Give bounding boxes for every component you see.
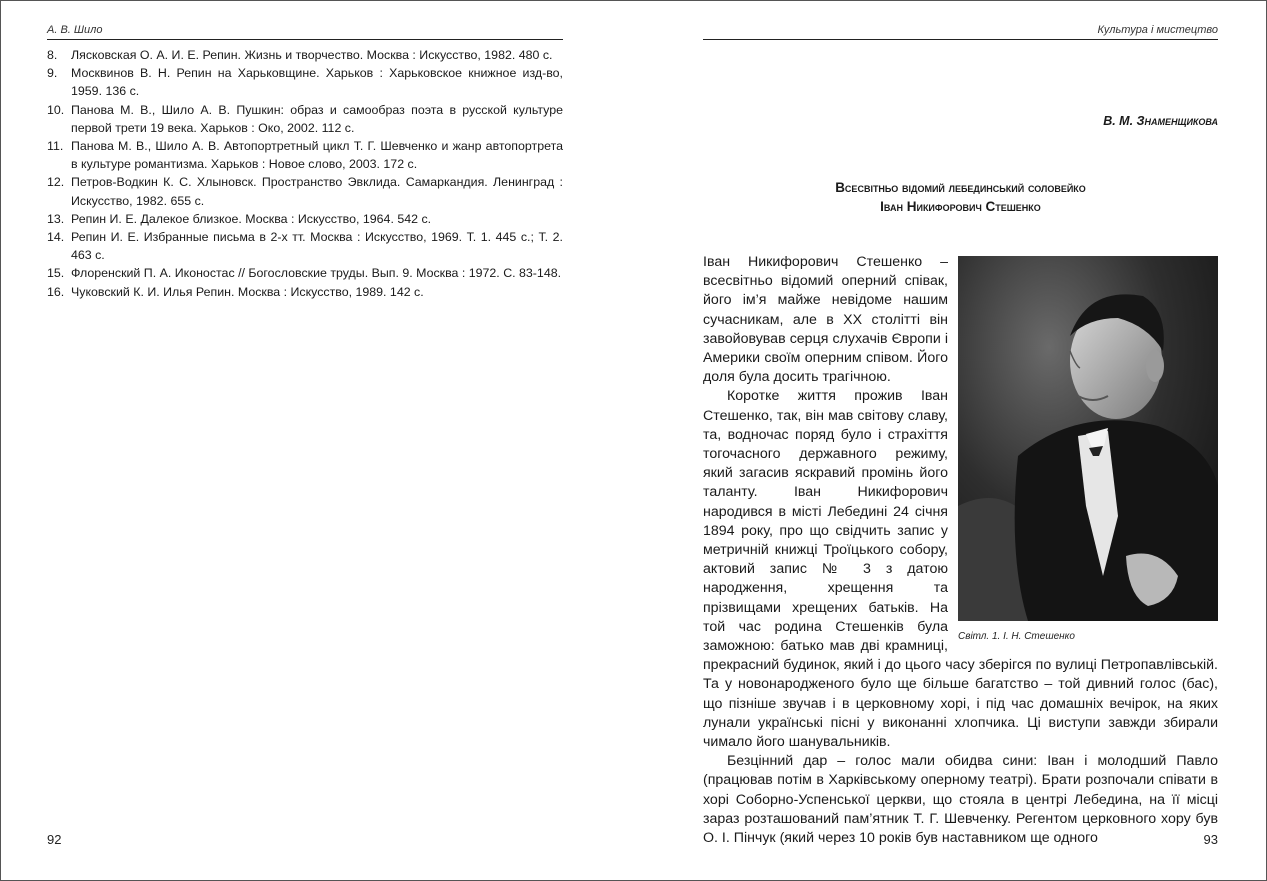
- reference-text: Лясковская О. А. И. Е. Репин. Жизнь и творчество. Москва : Искусство, 1982. 480 с.: [71, 48, 553, 62]
- reference-item: [47, 101, 563, 137]
- reference-number: 15.: [47, 266, 65, 281]
- reference-list: [47, 46, 563, 301]
- paragraph: Іван Никифорович Стешенко – всесвітньо відомий оперний співак, його ім’я майже невідоме нашим сучасникам, але в ХХ столітті він завойовував серця слухачів Європи і Америки своїм оперним співом. Його доля була досить трагічною.: [703, 254, 948, 386]
- page-number-left: 92: [47, 832, 62, 847]
- portrait-photo: [958, 256, 1218, 621]
- reference-text: Петров-Водкин К. С. Хлыновск. Пространство Эвклида. Самаркандия. Ленинград : Искусство, 1982. 655 с.: [71, 175, 563, 208]
- article-body: [703, 253, 1218, 848]
- reference-text: Репин И. Е. Избранные письма в 2-х тт. Москва : Искусство, 1969. Т. 1. 445 с.; Т. 2. 463 с.: [71, 230, 563, 263]
- figure: [958, 256, 1218, 646]
- reference-item: [47, 283, 563, 301]
- reference-item: [47, 264, 563, 282]
- paragraph: Коротке життя прожив Іван Стешенко, так, він мав світову славу, та, водночас поряд було і страхіття тогочасного державного режиму, який загасив яскравий промінь його таланту. Іван Никифорович народився в місті Лебедині 24 січня 1894 року, про що свідчить запис у метричній книжці Троїцького собору, актовий запис № 3 з датою народження, хрещення та прізвищами хрещених батьків. На той час родина Стешенків була заможною: батько мав дві крамниці, прекрасний будинок, який і до цього часу зберігся по вулиці Петропавлівській. Та у новонародженого було ще більше багатство – той дивний голос (бас), що пізніше звучав і в церковному хорі, і під час домашніх вечірок, на яких лунали українські пісні у виконанні хлопчика. Ці виступи завжди збирали чимало його шанувальників.: [703, 388, 1218, 751]
- paragraph: Безцінний дар – голос мали обидва сини: Іван і молодший Павло (працював потім в Харківському оперному театрі). Брати розпочали співати в хорі Соборно-Успенської церкви, що стояла в центрі Лебедина, на її місці зараз розташований пам’ятник Т. Г. Шевченку. Регентом церковного хору був О. І. Пінчук (який через 10 років був наставником ще одного: [703, 753, 1218, 847]
- reference-number: 11.: [47, 139, 64, 154]
- reference-number: 9.: [47, 66, 58, 81]
- reference-item: [47, 137, 563, 173]
- portrait-illustration: [958, 256, 1218, 621]
- reference-number: 14.: [47, 230, 65, 245]
- page-number-right: 93: [1203, 832, 1218, 847]
- reference-item: [47, 228, 563, 264]
- article-author: В. М. Знаменщикова: [1103, 114, 1218, 128]
- reference-number: 10.: [47, 102, 65, 117]
- reference-text: Панова М. В., Шило А. В. Автопортретный цикл Т. Г. Шевченко и жанр автопортрета в культуре романтизма. Харьков : Новое слово, 2003. 172 с.: [71, 139, 563, 172]
- header-rule-right: [703, 39, 1218, 40]
- article-title: [703, 178, 1218, 216]
- reference-text: Панова М. В., Шило А. В. Пушкин: образ и самообраз поэта в русской культуре первой трети 19 века. Харьков : Око, 2002. 112 с.: [71, 102, 563, 135]
- reference-number: 8.: [47, 48, 58, 62]
- reference-text: Репин И. Е. Далекое близкое. Москва : Искусство, 1964. 542 с.: [71, 211, 432, 226]
- left-page: [47, 0, 563, 881]
- header-rule-left: [47, 39, 563, 40]
- reference-number: 16.: [47, 284, 65, 299]
- reference-item: [47, 210, 563, 228]
- reference-text: Флоренский П. А. Иконостас // Богословские труды. Вып. 9. Москва : 1972. С. 83-148.: [71, 266, 562, 281]
- article-title-line-2: Іван Никифорович Стешенко: [880, 199, 1041, 214]
- reference-number: 13.: [47, 211, 65, 226]
- reference-item: [47, 173, 563, 209]
- running-head-left: А. В. Шило: [47, 24, 103, 36]
- reference-item: [47, 64, 563, 100]
- reference-text: Москвинов В. Н. Репин на Харьковщине. Харьков : Харьковское книжное изд-во, 1959. 136 с.: [71, 66, 563, 99]
- right-page: [703, 0, 1218, 881]
- reference-item: [47, 46, 563, 64]
- article-title-line-1: Всесвітньо відомий лебединський соловейко: [835, 180, 1086, 195]
- photo-caption: Світл. 1. І. Н. Стешенко: [958, 631, 1075, 642]
- running-head-right: Культура і мистецтво: [1097, 24, 1218, 36]
- reference-text: Чуковский К. И. Илья Репин. Москва : Искусство, 1989. 142 с.: [71, 284, 424, 299]
- reference-number: 12.: [47, 175, 65, 190]
